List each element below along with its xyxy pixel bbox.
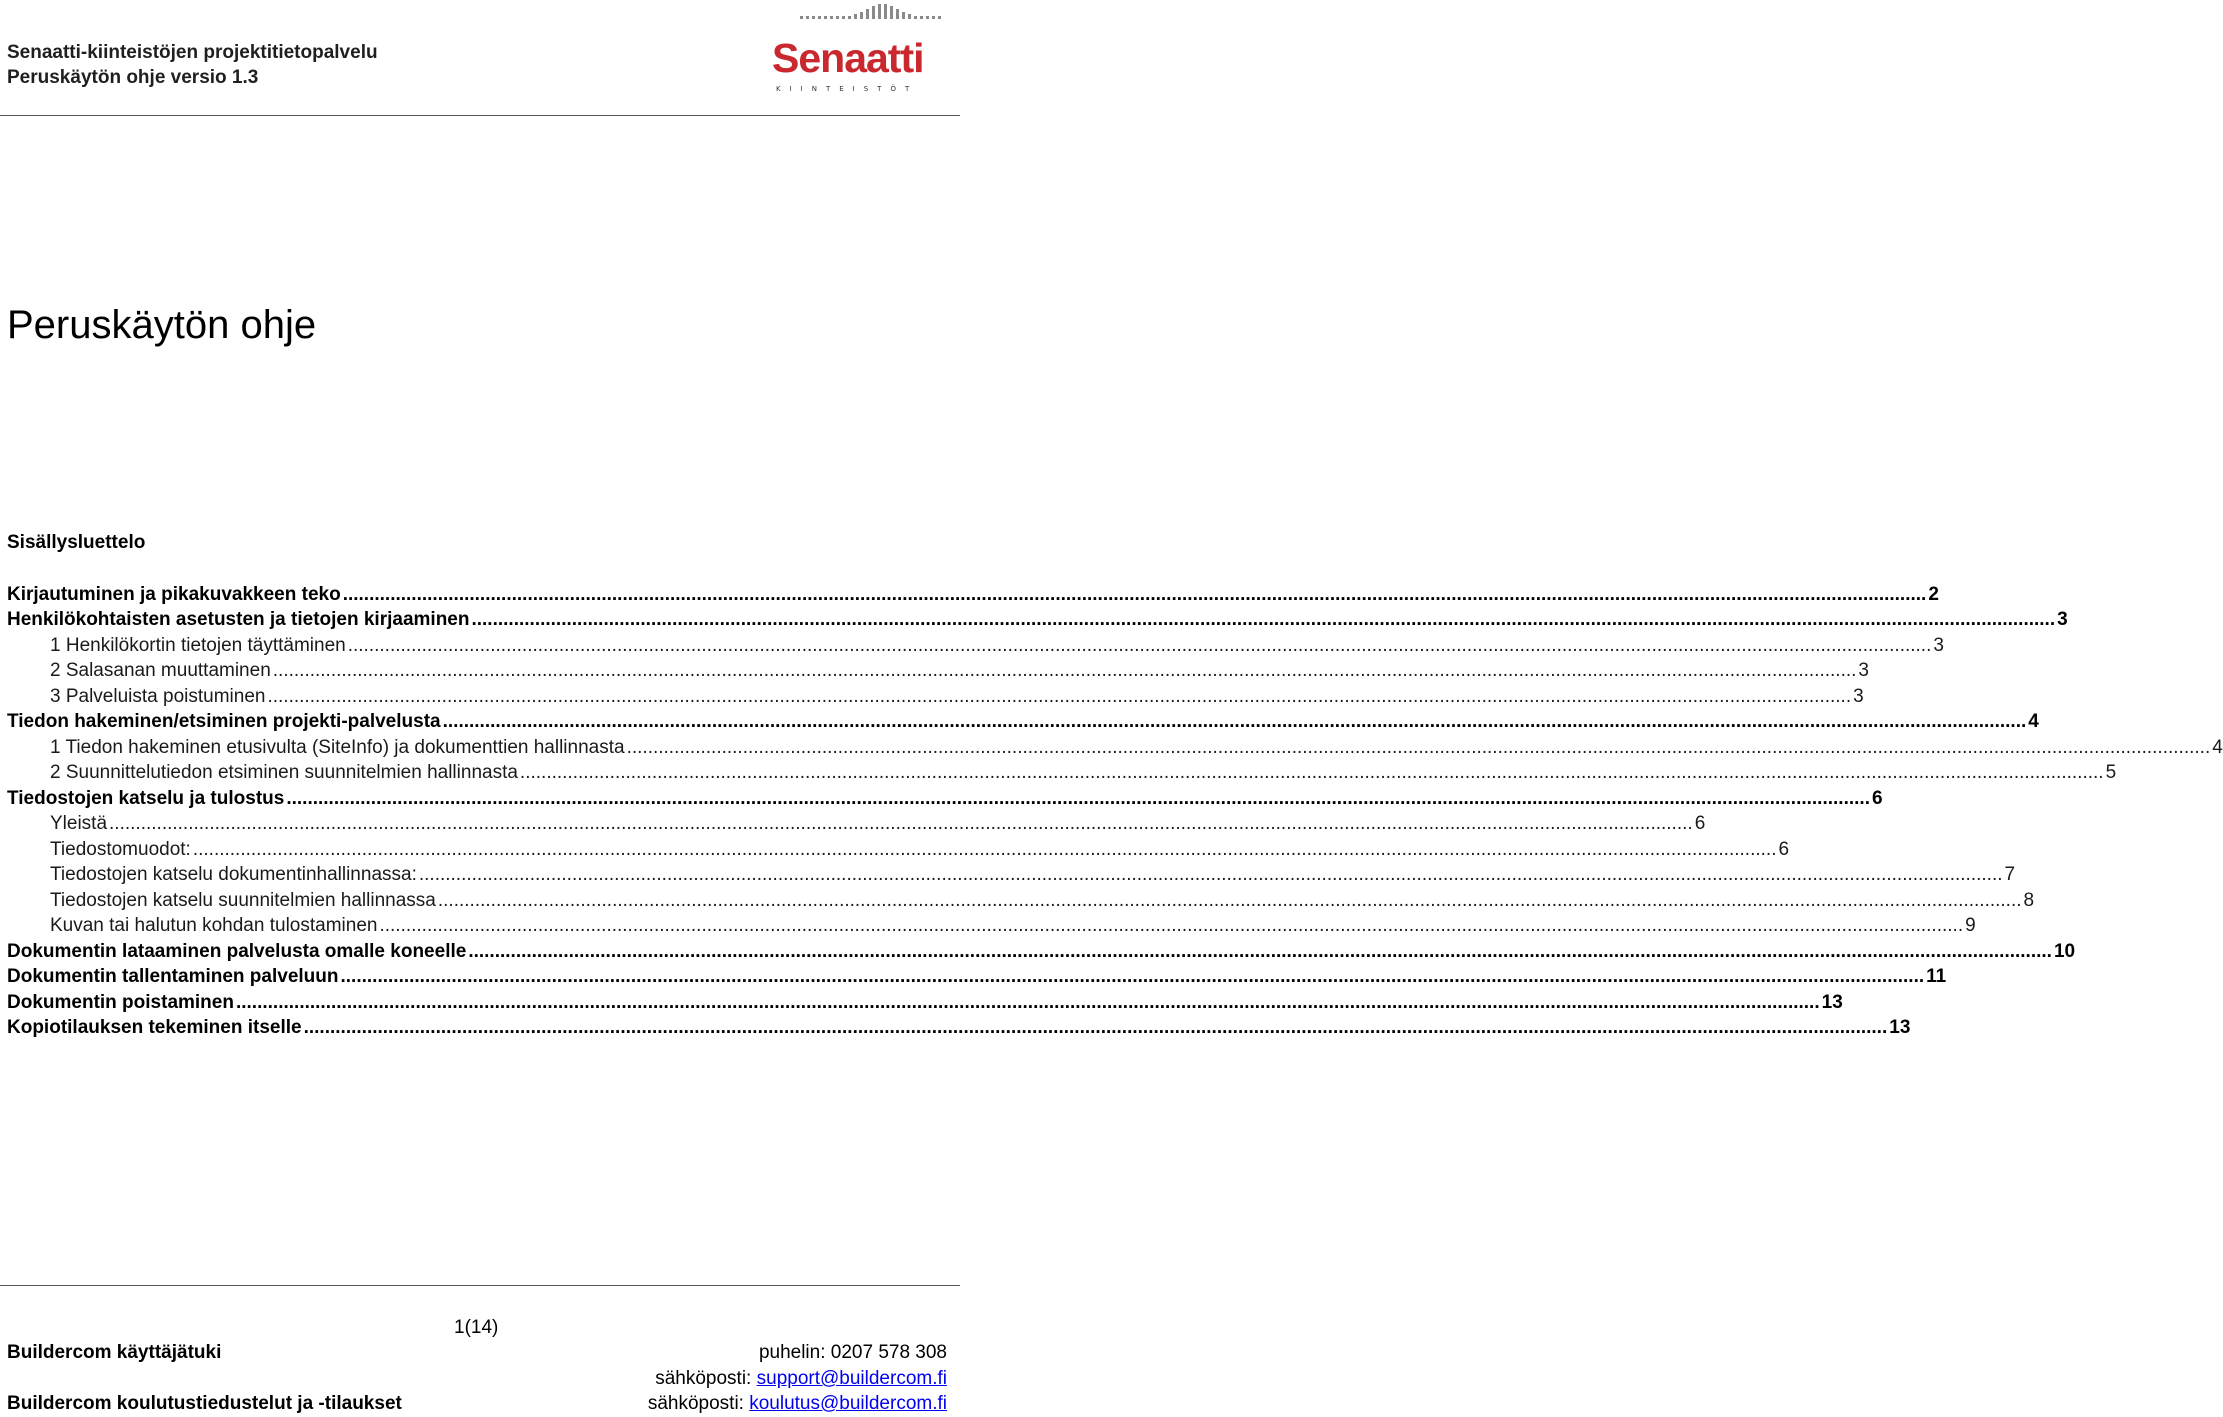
toc-entry-title: 3 Palveluista poistuminen [50,685,266,707]
toc-entry-title: 2 Salasanan muuttaminen [50,660,271,681]
toc-leader-dots: ............................................................................................................................................................................................................................................................................................................ [235,991,1820,1013]
toc-entry[interactable] [0,683,1864,709]
toc-entry-page: 3 [1853,685,1864,707]
toc-leader-dots: ............................................................................................................................................................................................................................................................................................................ [109,813,1693,834]
toc-entry-title: Tiedostomuodot: [50,838,191,860]
toc-entry-page: 6 [1871,787,1883,809]
toc-entry-title: Dokumentin tallentaminen palveluun [7,966,339,987]
toc-entry-title: 1 Tiedon hakeminen etusivulta (SiteInfo) ja dokumenttien hallinnasta [50,736,625,758]
toc-entry-page: 2 [1928,583,1939,605]
toc-entry-title: Tiedostojen katselu ja tulostus [7,787,285,809]
toc-entry[interactable] [0,658,1869,684]
footer-training-email [648,1392,947,1416]
toc-leader-dots: ............................................................................................................................................................................................................................................................................................................ [272,660,1857,681]
toc-leader-dots: ............................................................................................................................................................................................................................................................................................................ [342,583,1927,605]
email-prefix: sähköposti: [655,1368,752,1389]
footer-support-email [655,1367,947,1391]
toc-entry-page: 3 [1933,634,1944,656]
toc-entry[interactable] [0,836,1790,862]
toc-entry-title: Henkilökohtaisten asetusten ja tietojen kirjaaminen [7,609,470,630]
toc-entry-title: 2 Suunnittelutiedon etsiminen suunnitelmien hallinnasta [50,762,518,783]
toc-leader-dots: ............................................................................................................................................................................................................................................................................................................ [340,966,1925,987]
page-number: 1(14) [454,1317,499,1338]
header-document-version: Peruskäytön ohje versio 1.3 [7,67,259,88]
toc-leader-dots: ............................................................................................................................................................................................................................................................................................................ [303,1017,1888,1038]
training-email-link[interactable]: koulutus@buildercom.fi [749,1393,947,1414]
table-of-contents [0,581,2223,1040]
senaatti-logo [772,2,948,100]
toc-entry[interactable] [0,734,2223,760]
toc-entry[interactable] [0,760,2117,786]
toc-entry[interactable] [0,887,2035,913]
toc-entry-page: 10 [2053,940,2076,962]
toc-entry[interactable] [0,964,1947,990]
email-prefix: sähköposti: [647,1393,744,1414]
toc-leader-dots: ............................................................................................................................................................................................................................................................................................................ [519,762,2104,783]
toc-entry-page: 3 [2057,609,2068,630]
toc-entry-title: Dokumentin poistaminen [7,991,234,1013]
toc-leader-dots: ............................................................................................................................................................................................................................................................................................................ [379,915,1964,936]
toc-heading: Sisällysluettelo [7,532,146,553]
toc-leader-dots: ............................................................................................................................................................................................................................................................................................................ [192,838,1777,860]
header-service-name: Senaatti-kiinteistöjen projektitietopalvelu [7,42,378,63]
toc-entry[interactable] [0,989,1843,1015]
footer-phone: puhelin: 0207 578 308 [758,1342,947,1363]
toc-entry-page: 4 [2028,711,2039,732]
toc-entry[interactable] [0,709,2039,735]
toc-leader-dots: ............................................................................................................................................................................................................................................................................................................ [267,685,1852,707]
toc-entry-title: Kuvan tai halutun kohdan tulostaminen [50,915,378,936]
toc-entry-page: 13 [1889,1017,1911,1038]
toc-entry-page: 11 [1926,966,1947,987]
toc-entry[interactable] [0,607,2068,633]
toc-entry-page: 4 [2212,736,2223,758]
toc-leader-dots: ............................................................................................................................................................................................................................................................................................................ [471,609,2056,630]
toc-leader-dots: ............................................................................................................................................................................................................................................................................................................ [626,736,2211,758]
toc-entry[interactable] [0,811,1706,837]
logo-wordmark: Senaatti [772,35,924,81]
toc-entry[interactable] [0,581,1939,607]
toc-entry-page: 6 [1694,813,1706,834]
logo-subtitle: KIINTEISTÖT [776,85,919,93]
footer-support-label: Buildercom käyttäjätuki [7,1342,222,1363]
toc-entry-page: 8 [2023,889,2035,911]
footer-training-label: Buildercom koulutustiedustelut ja -tilaukset [7,1393,402,1414]
toc-entry[interactable] [0,913,1976,939]
toc-entry-page: 5 [2105,762,2117,783]
toc-entry-page: 9 [1965,915,1976,936]
toc-leader-dots: ............................................................................................................................................................................................................................................................................................................ [418,864,2003,885]
header-divider [0,115,960,116]
toc-entry-page: 6 [1778,838,1790,860]
toc-entry-title: Tiedostojen katselu dokumentinhallinnassa: [50,864,417,885]
toc-leader-dots: ............................................................................................................................................................................................................................................................................................................ [347,634,1932,656]
toc-leader-dots: ............................................................................................................................................................................................................................................................................................................ [286,787,1870,809]
toc-entry[interactable] [0,1015,1911,1041]
toc-entry-page: 3 [1858,660,1869,681]
toc-entry-page: 13 [1821,991,1843,1013]
toc-entry[interactable] [0,632,1944,658]
toc-entry-title: Dokumentin lataaminen palvelusta omalle koneelle [7,940,467,962]
toc-entry[interactable] [0,785,1883,811]
toc-entry-title: Kopiotilauksen tekeminen itselle [7,1017,302,1038]
toc-entry-title: Tiedostojen katselu suunnitelmien hallinnassa [50,889,436,911]
toc-entry-title: Tiedon hakeminen/etsiminen projekti-palvelusta [7,711,441,732]
toc-leader-dots: ............................................................................................................................................................................................................................................................................................................ [468,940,2052,962]
support-email-link[interactable]: support@buildercom.fi [756,1368,947,1389]
toc-entry-title: Yleistä [50,813,108,834]
toc-leader-dots: ............................................................................................................................................................................................................................................................................................................ [442,711,2027,732]
toc-entry-title: 1 Henkilökortin tietojen täyttäminen [50,634,346,656]
toc-entry[interactable] [0,862,2016,888]
toc-entry[interactable] [0,938,2076,964]
footer-divider [0,1285,960,1286]
document-title: Peruskäytön ohje [7,303,317,347]
toc-leader-dots: ............................................................................................................................................................................................................................................................................................................ [437,889,2022,911]
toc-entry-title: Kirjautuminen ja pikakuvakkeen teko [7,583,341,605]
toc-entry-page: 7 [2004,864,2016,885]
